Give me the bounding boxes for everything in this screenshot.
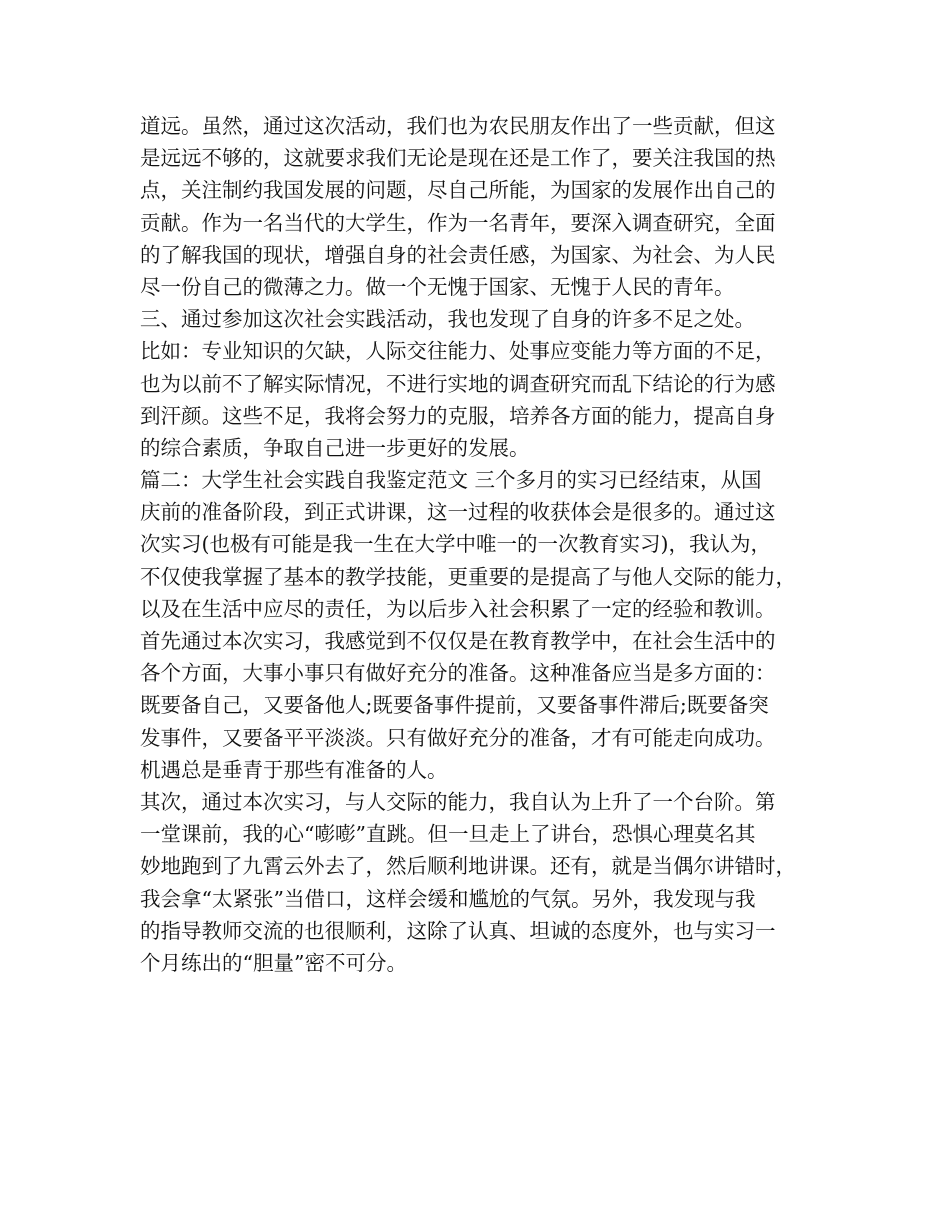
text-line: 各个方面，大事小事只有做好充分的准备。这种准备应当是多方面的：: [140, 661, 776, 686]
text-line: 三、通过参加这次社会实践活动，我也发现了自身的许多不足之处。: [140, 307, 755, 332]
text-line: 的指导教师交流的也很顺利，这除了认真、坦诚的态度外，也与实习一: [140, 918, 776, 943]
text-line: 道远。虽然，通过这次活动，我们也为农民朋友作出了一些贡献，但这: [140, 114, 776, 138]
body-text: [140, 110, 820, 979]
text-line: 的了解我国的现状，增强自身的社会责任感，为国家、为社会、为人民: [140, 242, 776, 267]
text-line: 比如：专业知识的欠缺，人际交往能力、处事应变能力等方面的不足，: [140, 339, 776, 364]
text-line: 既要备自己，又要备他人;既要备事件提前，又要备事件滞后;既要备突: [140, 693, 769, 718]
text-line: 发事件，又要备平平淡淡。只有做好充分的准备，才有可能走向成功。: [140, 725, 776, 750]
text-line: 其次，通过本次实习，与人交际的能力，我自认为上升了一个台阶。第: [140, 789, 776, 814]
text-line: 到汗颜。这些不足，我将会努力的克服，培养各方面的能力，提高自身: [140, 403, 776, 428]
text-line: 机遇总是垂青于那些有准备的人。: [140, 757, 448, 782]
text-line: 也为以前不了解实际情况，不进行实地的调查研究而乱下结论的行为感: [140, 371, 776, 396]
text-line: 次实习(也极有可能是我一生在大学中唯一的一次教育实习)，我认为，: [140, 532, 771, 557]
text-line: 是远远不够的，这就要求我们无论是现在还是工作了，要关注我国的热: [140, 146, 776, 171]
text-line: 尽一份自己的微薄之力。做一个无愧于国家、无愧于人民的青年。: [140, 274, 735, 299]
text-line: 庆前的准备阶段，到正式讲课，这一过程的收获体会是很多的。通过这: [140, 500, 776, 525]
text-line: 点，关注制约我国发展的问题，尽自己所能，为国家的发展作出自己的: [140, 178, 776, 203]
text-line: 贡献。作为一名当代的大学生，作为一名青年，要深入调查研究，全面: [140, 210, 776, 235]
text-line: 个月练出的“胆量”密不可分。: [140, 950, 407, 975]
text-line: 不仅使我掌握了基本的教学技能，更重要的是提高了与他人交际的能力，: [140, 564, 796, 589]
text-line: 的综合素质，争取自己进一步更好的发展。: [140, 435, 530, 460]
text-line: 妙地跑到了九霄云外去了，然后顺利地讲课。还有，就是当偶尔讲错时，: [140, 854, 796, 879]
text-line: 以及在生活中应尽的责任，为以后步入社会积累了一定的经验和教训。: [140, 596, 776, 621]
text-line: 首先通过本次实习，我感觉到不仅仅是在教育教学中，在社会生活中的: [140, 629, 776, 653]
text-line: 篇二：大学生社会实践自我鉴定范文 三个多月的实习已经结束，从国: [140, 468, 762, 493]
text-line: 一堂课前，我的心“嘭嘭”直跳。但一旦走上了讲台，恐惧心理莫名其: [140, 822, 756, 847]
text-line: 我会拿“太紧张”当借口，这样会缓和尴尬的气氛。另外，我发现与我: [140, 886, 756, 911]
